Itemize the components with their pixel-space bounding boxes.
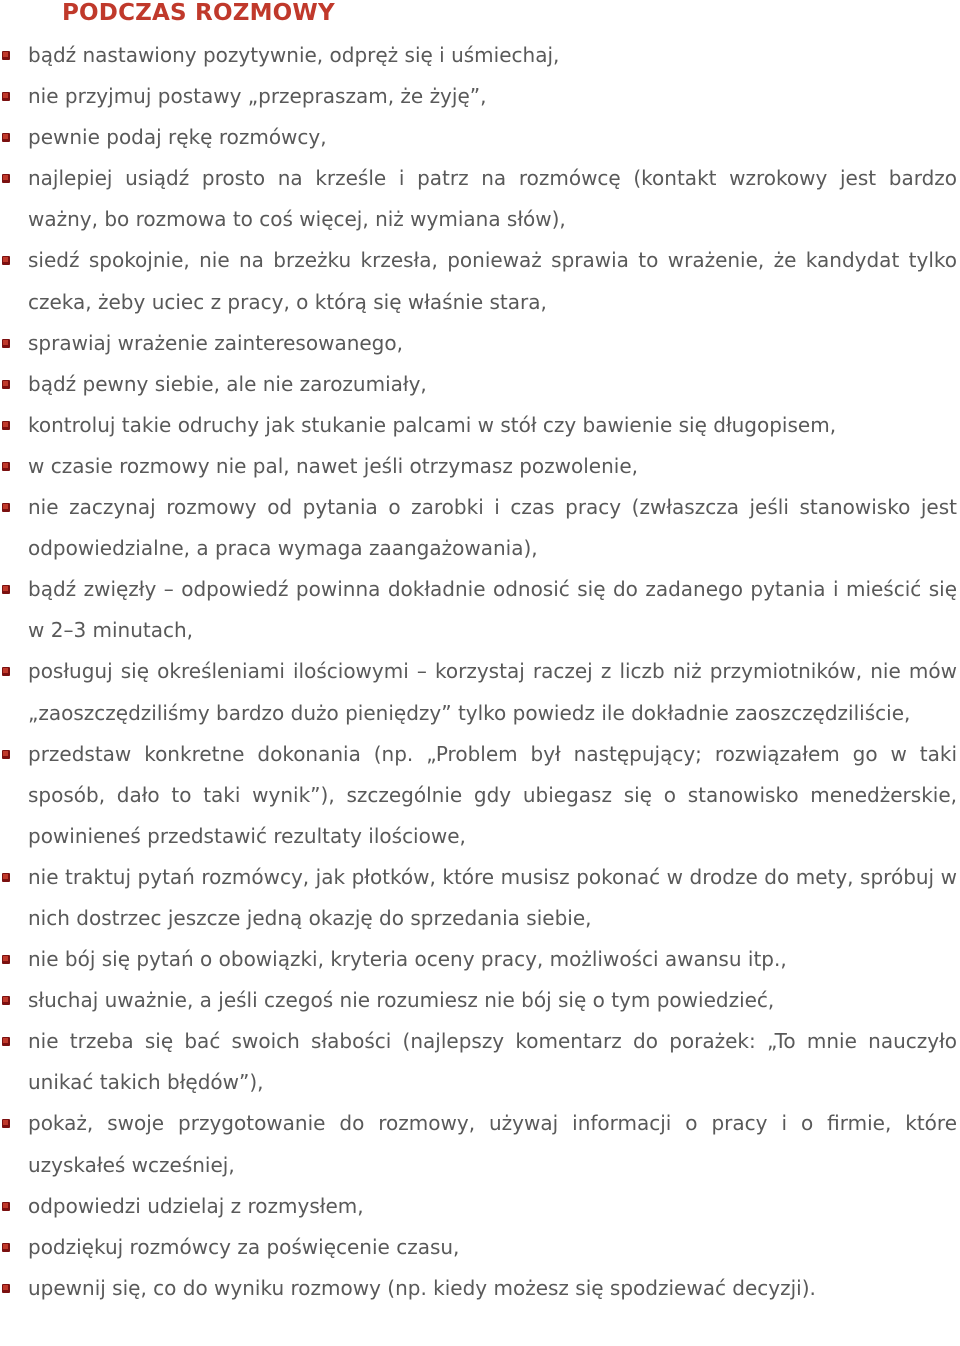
red-square-bullet-icon <box>2 380 11 391</box>
list-item <box>0 487 957 569</box>
list-item <box>0 651 957 733</box>
red-square-bullet-icon <box>2 1284 11 1295</box>
red-square-bullet-icon <box>2 92 11 103</box>
list-item-text: nie zaczynaj rozmowy od pytania o zarobki i czas pracy (zwłaszcza jeśli stanowisko jest odpowiedzialne, a praca wymaga zaangażowania), <box>28 495 957 561</box>
list-item <box>0 158 957 240</box>
list-item-text: pokaż, swoje przygotowanie do rozmowy, używaj informacji o pracy i o firmie, które uzyskałeś wcześniej, <box>28 1111 957 1177</box>
red-square-bullet-icon <box>2 667 11 678</box>
tips-list <box>0 35 960 1309</box>
list-item-text: posługuj się określeniami ilościowymi – korzystaj raczej z liczb niż przymiotników, nie mów „zaoszczędziliśmy bardzo dużo pieniędzy” tylko powiedz ile dokładnie zaoszczędziliście, <box>28 659 957 725</box>
list-item-text: nie przyjmuj postawy „przepraszam, że żyję”, <box>28 84 487 109</box>
list-item <box>0 1021 957 1103</box>
list-item-text: siedź spokojnie, nie na brzeżku krzesła, ponieważ sprawia to wrażenie, że kandydat tylko czeka, żeby uciec z pracy, o którą się właśnie stara, <box>28 248 957 314</box>
red-square-bullet-icon <box>2 750 11 761</box>
list-item-text: podziękuj rozmówcy za poświęcenie czasu, <box>28 1234 460 1259</box>
list-item <box>0 323 957 364</box>
list-item <box>0 405 957 446</box>
list-item <box>0 1227 957 1268</box>
list-item <box>0 240 957 322</box>
list-item <box>0 1186 957 1227</box>
list-item <box>0 857 957 939</box>
red-square-bullet-icon <box>2 1119 11 1130</box>
list-item-text: sprawiaj wrażenie zainteresowanego, <box>28 330 403 355</box>
list-item-text: nie bój się pytań o obowiązki, kryteria oceny pracy, możliwości awansu itp., <box>28 947 787 972</box>
list-item-text: bądź nastawiony pozytywnie, odpręż się i uśmiechaj, <box>28 43 560 67</box>
list-item-text: nie trzeba się bać swoich słabości (najlepszy komentarz do porażek: „To mnie nauczyło unikać takich błędów”), <box>28 1029 957 1095</box>
list-item-text: odpowiedzi udzielaj z rozmysłem, <box>28 1193 364 1218</box>
red-square-bullet-icon <box>2 421 11 432</box>
section-heading: PODCZAS ROZMOWY <box>62 0 335 26</box>
list-item <box>0 734 957 857</box>
red-square-bullet-icon <box>2 1202 11 1213</box>
list-item <box>0 35 957 76</box>
list-item-text: słuchaj uważnie, a jeśli czegoś nie rozumiesz nie bój się o tym powiedzieć, <box>28 988 775 1013</box>
red-square-bullet-icon <box>2 339 11 350</box>
list-item-text: bądź zwięzły – odpowiedź powinna dokładnie odnosić się do zadanego pytania i mieścić się w 2–3 minutach, <box>28 577 957 643</box>
list-item <box>0 446 957 487</box>
list-item-text: nie traktuj pytań rozmówcy, jak płotków, które musisz pokonać w drodze do mety, spróbuj w nich dostrzec jeszcze jedną okazję do sprzedania siebie, <box>28 864 957 930</box>
red-square-bullet-icon <box>2 1243 11 1254</box>
list-item <box>0 939 957 980</box>
red-square-bullet-icon <box>2 51 11 62</box>
list-item-text: upewnij się, co do wyniku rozmowy (np. kiedy możesz się spodziewać decyzji). <box>28 1275 816 1300</box>
red-square-bullet-icon <box>2 462 11 473</box>
list-item-text: przedstaw konkretne dokonania (np. „Problem był następujący; rozwiązałem go w taki sposób, dało to taki wynik”), szczególnie gdy ubiegasz się o stanowisko menedżerskie, powinieneś przedstawić rezultaty ilościowe, <box>28 741 957 848</box>
red-square-bullet-icon <box>2 256 11 267</box>
list-item-text: w czasie rozmowy nie pal, nawet jeśli otrzymasz pozwolenie, <box>28 453 638 478</box>
list-item <box>0 1268 957 1309</box>
list-item <box>0 364 957 405</box>
red-square-bullet-icon <box>2 174 11 185</box>
list-item <box>0 569 957 651</box>
red-square-bullet-icon <box>2 873 11 884</box>
list-item-text: kontroluj takie odruchy jak stukanie palcami w stół czy bawienie się długopisem, <box>28 412 837 437</box>
red-square-bullet-icon <box>2 1037 11 1048</box>
list-item <box>0 76 957 117</box>
list-item <box>0 117 957 158</box>
red-square-bullet-icon <box>2 955 11 966</box>
red-square-bullet-icon <box>2 133 11 144</box>
list-item-text: pewnie podaj rękę rozmówcy, <box>28 125 327 150</box>
list-item-text: bądź pewny siebie, ale nie zarozumiały, <box>28 371 427 396</box>
red-square-bullet-icon <box>2 503 11 514</box>
list-item <box>0 1103 957 1185</box>
list-item-text: najlepiej usiądź prosto na krześle i patrz na rozmówcę (kontakt wzrokowy jest bardzo ważny, bo rozmowa to coś więcej, niż wymiana słów), <box>28 166 957 232</box>
red-square-bullet-icon <box>2 996 11 1007</box>
list-item <box>0 980 957 1021</box>
red-square-bullet-icon <box>2 585 11 596</box>
